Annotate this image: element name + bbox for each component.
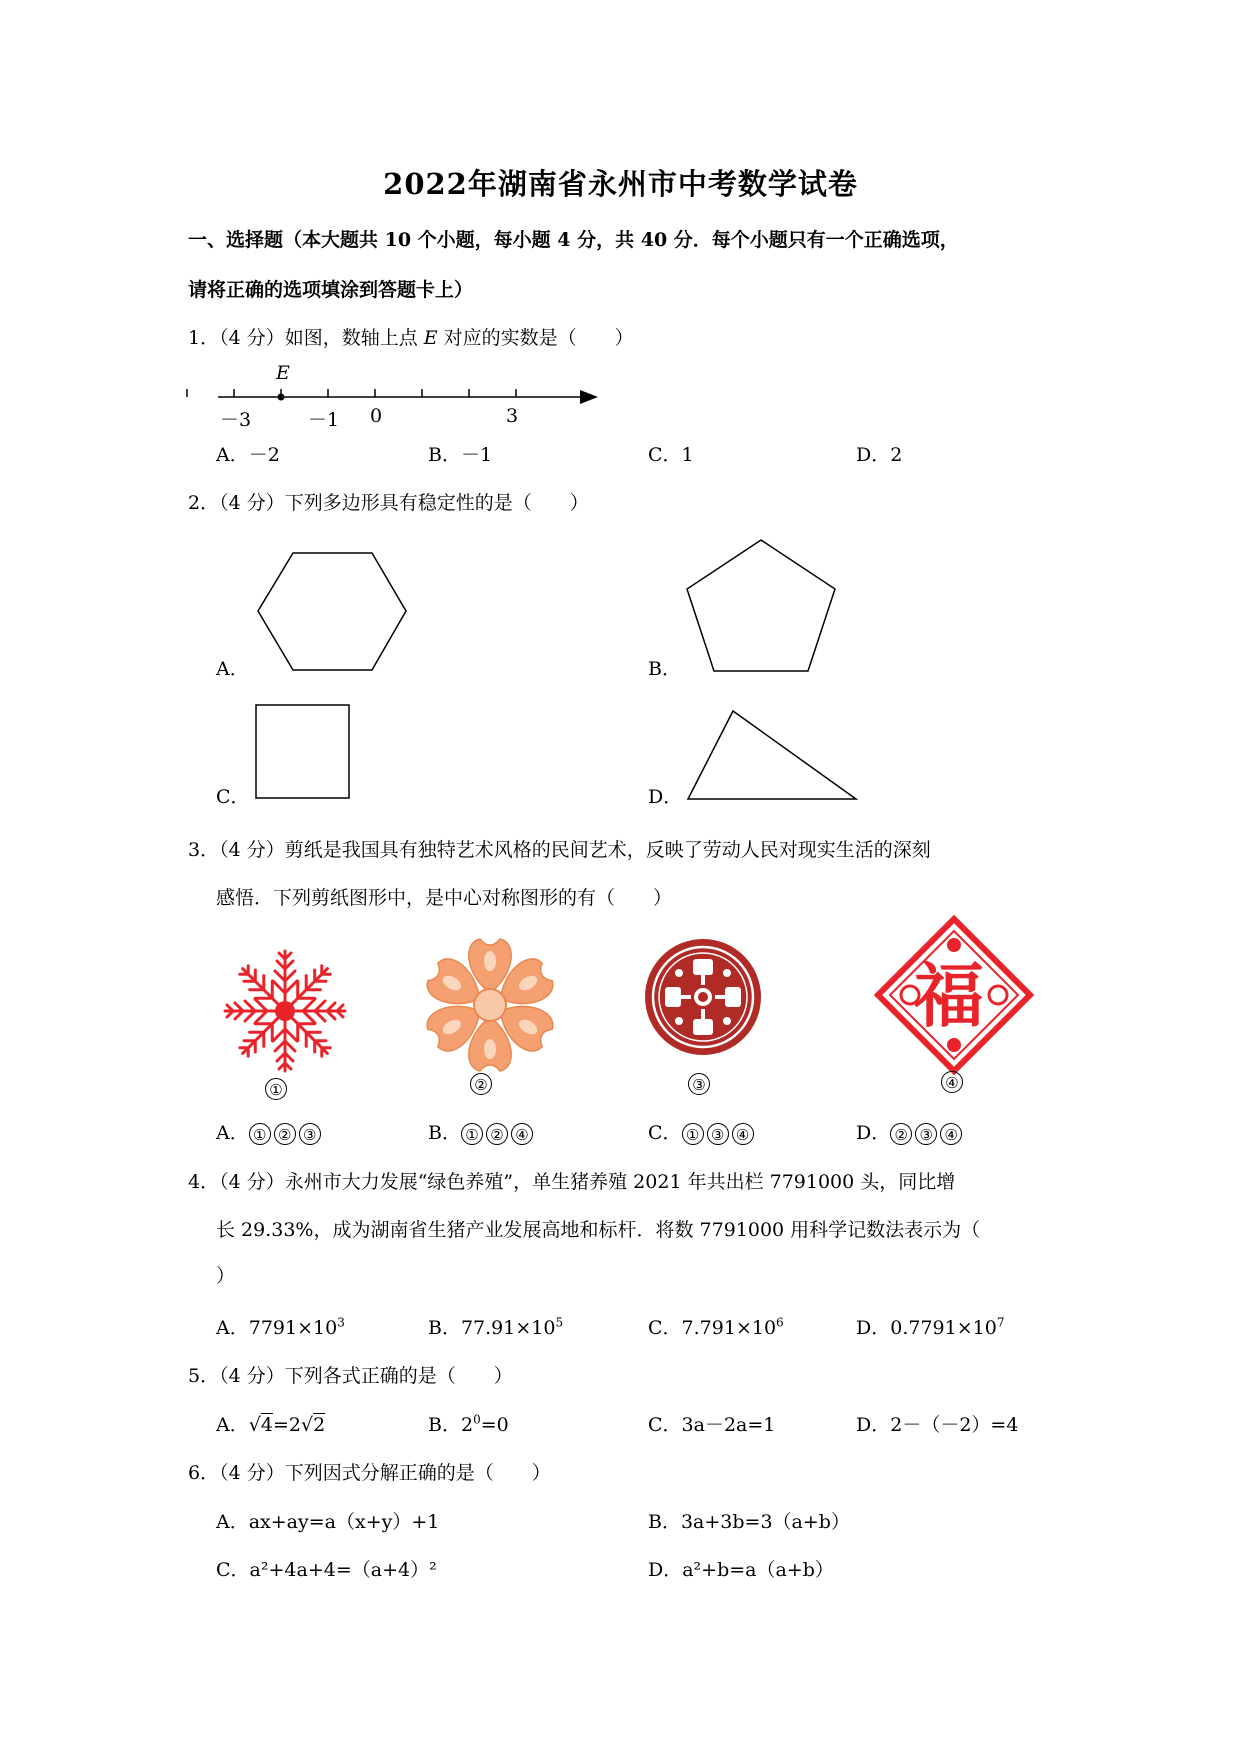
q5-option-d[interactable]: D．2－（－2）=4: [856, 1414, 1019, 1436]
q1-option-a[interactable]: A．－2: [216, 444, 280, 466]
q2-label-c: C．: [216, 786, 250, 808]
question-2-stem: 2．（4 分）下列多边形具有稳定性的是（ ）: [188, 492, 589, 514]
q4-option-b[interactable]: B．$77.91\times 10^5$: [428, 1315, 564, 1339]
question-4-stem-line3: ）: [216, 1265, 236, 1287]
medallion-papercut-icon: [643, 937, 763, 1057]
q3-option-d[interactable]: D． ② ③ ④: [856, 1118, 965, 1145]
tick-label-0: 0: [370, 405, 383, 427]
q2-label-a: A．: [216, 658, 249, 680]
q3-option-b[interactable]: B． ① ② ④: [428, 1118, 536, 1145]
tick-label-3: 3: [506, 405, 519, 427]
q1-option-b[interactable]: B．－1: [428, 444, 493, 466]
papercut-caption-1: ①: [265, 1078, 290, 1100]
q4-option-d[interactable]: D．$0.7791\times 10^7$: [856, 1315, 1005, 1339]
papercut-caption-4: ④: [941, 1071, 966, 1093]
q4-option-c[interactable]: C．$7.791\times 10^6$: [648, 1315, 784, 1339]
q5-option-b[interactable]: B．$2^0=0$: [428, 1412, 509, 1436]
q2-label-b: B．: [648, 658, 681, 680]
q2-label-d: D．: [648, 786, 683, 808]
tick-label-neg3: －3: [220, 409, 252, 431]
flower-papercut-icon: [420, 935, 560, 1075]
q5-option-c[interactable]: C．3a－2a=1: [648, 1414, 776, 1436]
q6-option-c[interactable]: C．a²+4a+4=（a+4）²: [216, 1559, 437, 1581]
papercut-caption-3: ③: [688, 1073, 713, 1095]
q1-option-d[interactable]: D．2: [856, 444, 903, 466]
papercut-caption-2: ②: [470, 1073, 495, 1095]
point-e-label: E: [276, 362, 290, 384]
page-title: 2022年湖南省永州市中考数学试卷: [383, 167, 858, 201]
question-1-stem: 1．（4 分）如图，数轴上点 E 对应的实数是（ ）: [188, 327, 634, 349]
snowflake-papercut-icon: [219, 945, 351, 1077]
q1-option-c[interactable]: C．1: [648, 444, 694, 466]
q3-option-a[interactable]: A． ① ② ③: [216, 1118, 324, 1145]
question-3-stem-line2: 感悟．下列剪纸图形中，是中心对称图形的有（ ）: [216, 887, 673, 909]
section-heading-line1: 一、选择题（本大题共 10 个小题，每小题 4 分，共 40 分．每个小题只有一个正确选项，: [188, 229, 959, 251]
q4-option-a[interactable]: A．$7791\times 10^3$: [216, 1315, 345, 1339]
fu-character: 福: [914, 954, 984, 1037]
question-3-stem-line1: 3．（4 分）剪纸是我国具有独特艺术风格的民间艺术，反映了劳动人民对现实生活的深刻: [188, 839, 931, 861]
q6-option-a[interactable]: A．ax+ay=a（x+y）+1: [216, 1511, 440, 1533]
tick-label-neg1: －1: [308, 409, 340, 431]
question-5-stem: 5．（4 分）下列各式正确的是（ ）: [188, 1365, 513, 1387]
q5-option-a[interactable]: A．√4=2√2: [216, 1414, 326, 1436]
question-4-stem-line2: 长 29.33%，成为湖南省生猪产业发展高地和标杆．将数 7791000 用科学记数法表示为（: [216, 1219, 981, 1241]
question-4-stem-line1: 4．（4 分）永州市大力发展“绿色养殖”，单生猪养殖 2021 年共出栏 7791000 头，同比增: [188, 1171, 956, 1193]
q6-option-d[interactable]: D．a²+b=a（a+b）: [648, 1559, 834, 1581]
q6-option-b[interactable]: B．3a+3b=3（a+b）: [648, 1511, 850, 1533]
q3-option-c[interactable]: C． ① ③ ④: [648, 1118, 757, 1145]
question-6-stem: 6．（4 分）下列因式分解正确的是（ ）: [188, 1462, 551, 1484]
section-heading-line2: 请将正确的选项填涂到答题卡上）: [188, 279, 474, 301]
